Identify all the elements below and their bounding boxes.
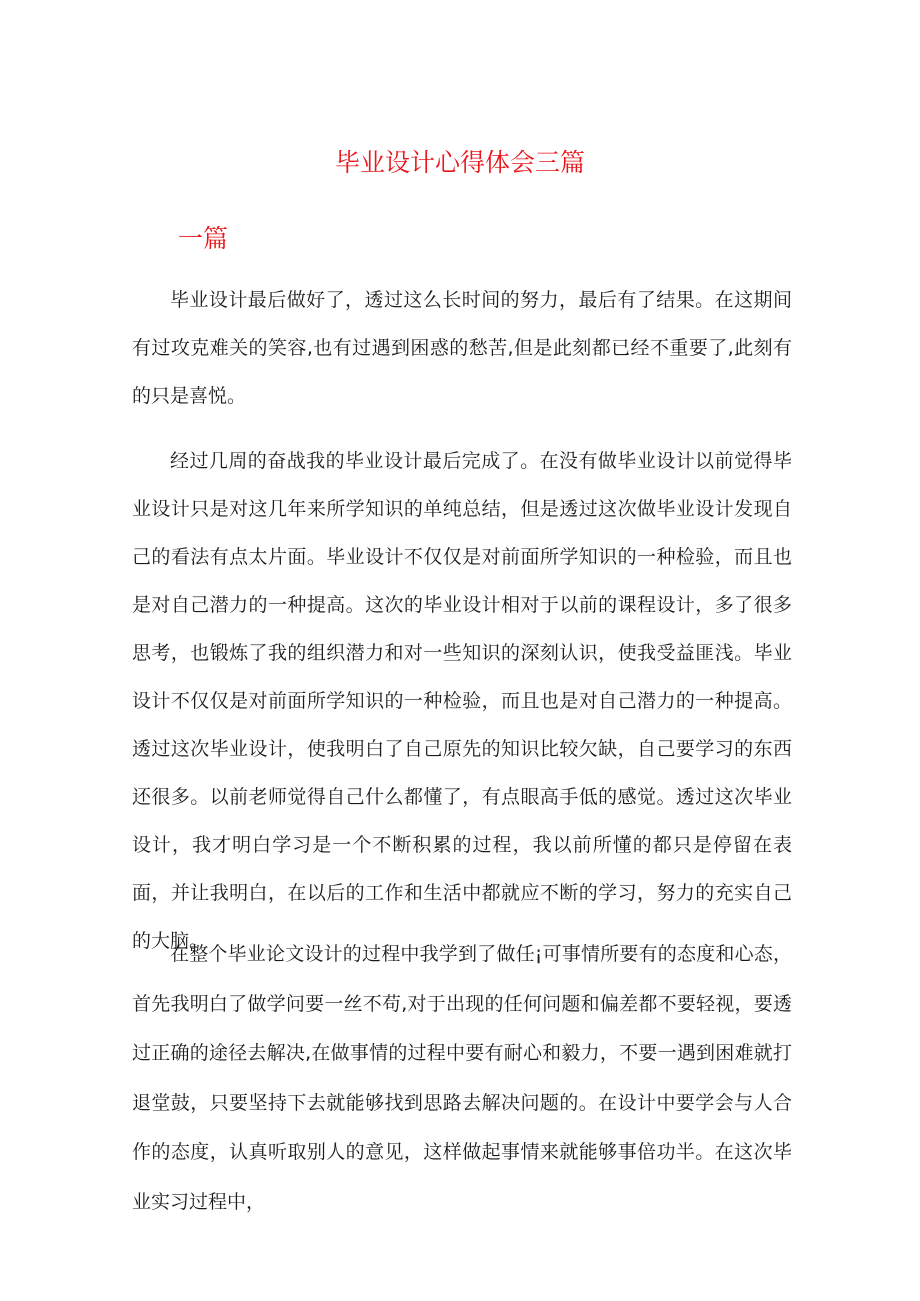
paragraph-2: 经过几周的奋战我的毕业设计最后完成了。在没有做毕业设计以前觉得毕业设计只是对这几年来所学知识的单纯总结，但是透过这次做毕业设计发现自己的看法有点太片面。毕业设计不仅仅是对前面所学知识的一种检验，而且也是对自己潜力的一种提高。这次的毕业设计相对于以前的课程设计，多了很多思考，也锻炼了我的组织潜力和对一些知识的深刻认识，使我受益匪浅。毕业设计不仅仅是对前面所学知识的一种检验，而且也是对自己潜力的一种提高。透过这次毕业设计，使我明白了自己原先的知识比较欠缺，自己要学习的东西还很多。以前老师觉得自己什么都懂了，有点眼高手低的感觉。透过这次毕业设计，我才明白学习是一个不断积累的过程，我以前所懂的都只是停留在表面，并让我明白，在以后的工作和生活中都就应不断的学习，努力的充实自己的大脑。: [132, 450, 792, 952]
section-heading: 一篇: [178, 224, 229, 253]
paragraph-1: 毕业设计最后做好了，透过这么长时间的努力，最后有了结果。在这期间有过攻克难关的笑容,也有过遇到困惑的愁苦,但是此刻都已经不重要了,此刻有的只是喜悦。: [132, 289, 792, 407]
document-title: 毕业设计心得体会三篇: [334, 148, 585, 177]
paragraph-3: 在整个毕业论文设计的过程中我学到了做任¡可事情所要有的态度和心态，首先我明白了做学问要一丝不苟,对于出现的任何问题和偏差都不要轻视，要透过正确的途径去解决,在做事情的过程中要有耐心和毅力，不要一遇到困难就打退堂鼓，只要坚持下去就能够找到思路去解决问题的。在设计中要学会与人合作的态度，认真听取别人的意见，这样做起事情来就能够事倍功半。在这次毕业实习过程中，: [132, 943, 792, 1213]
